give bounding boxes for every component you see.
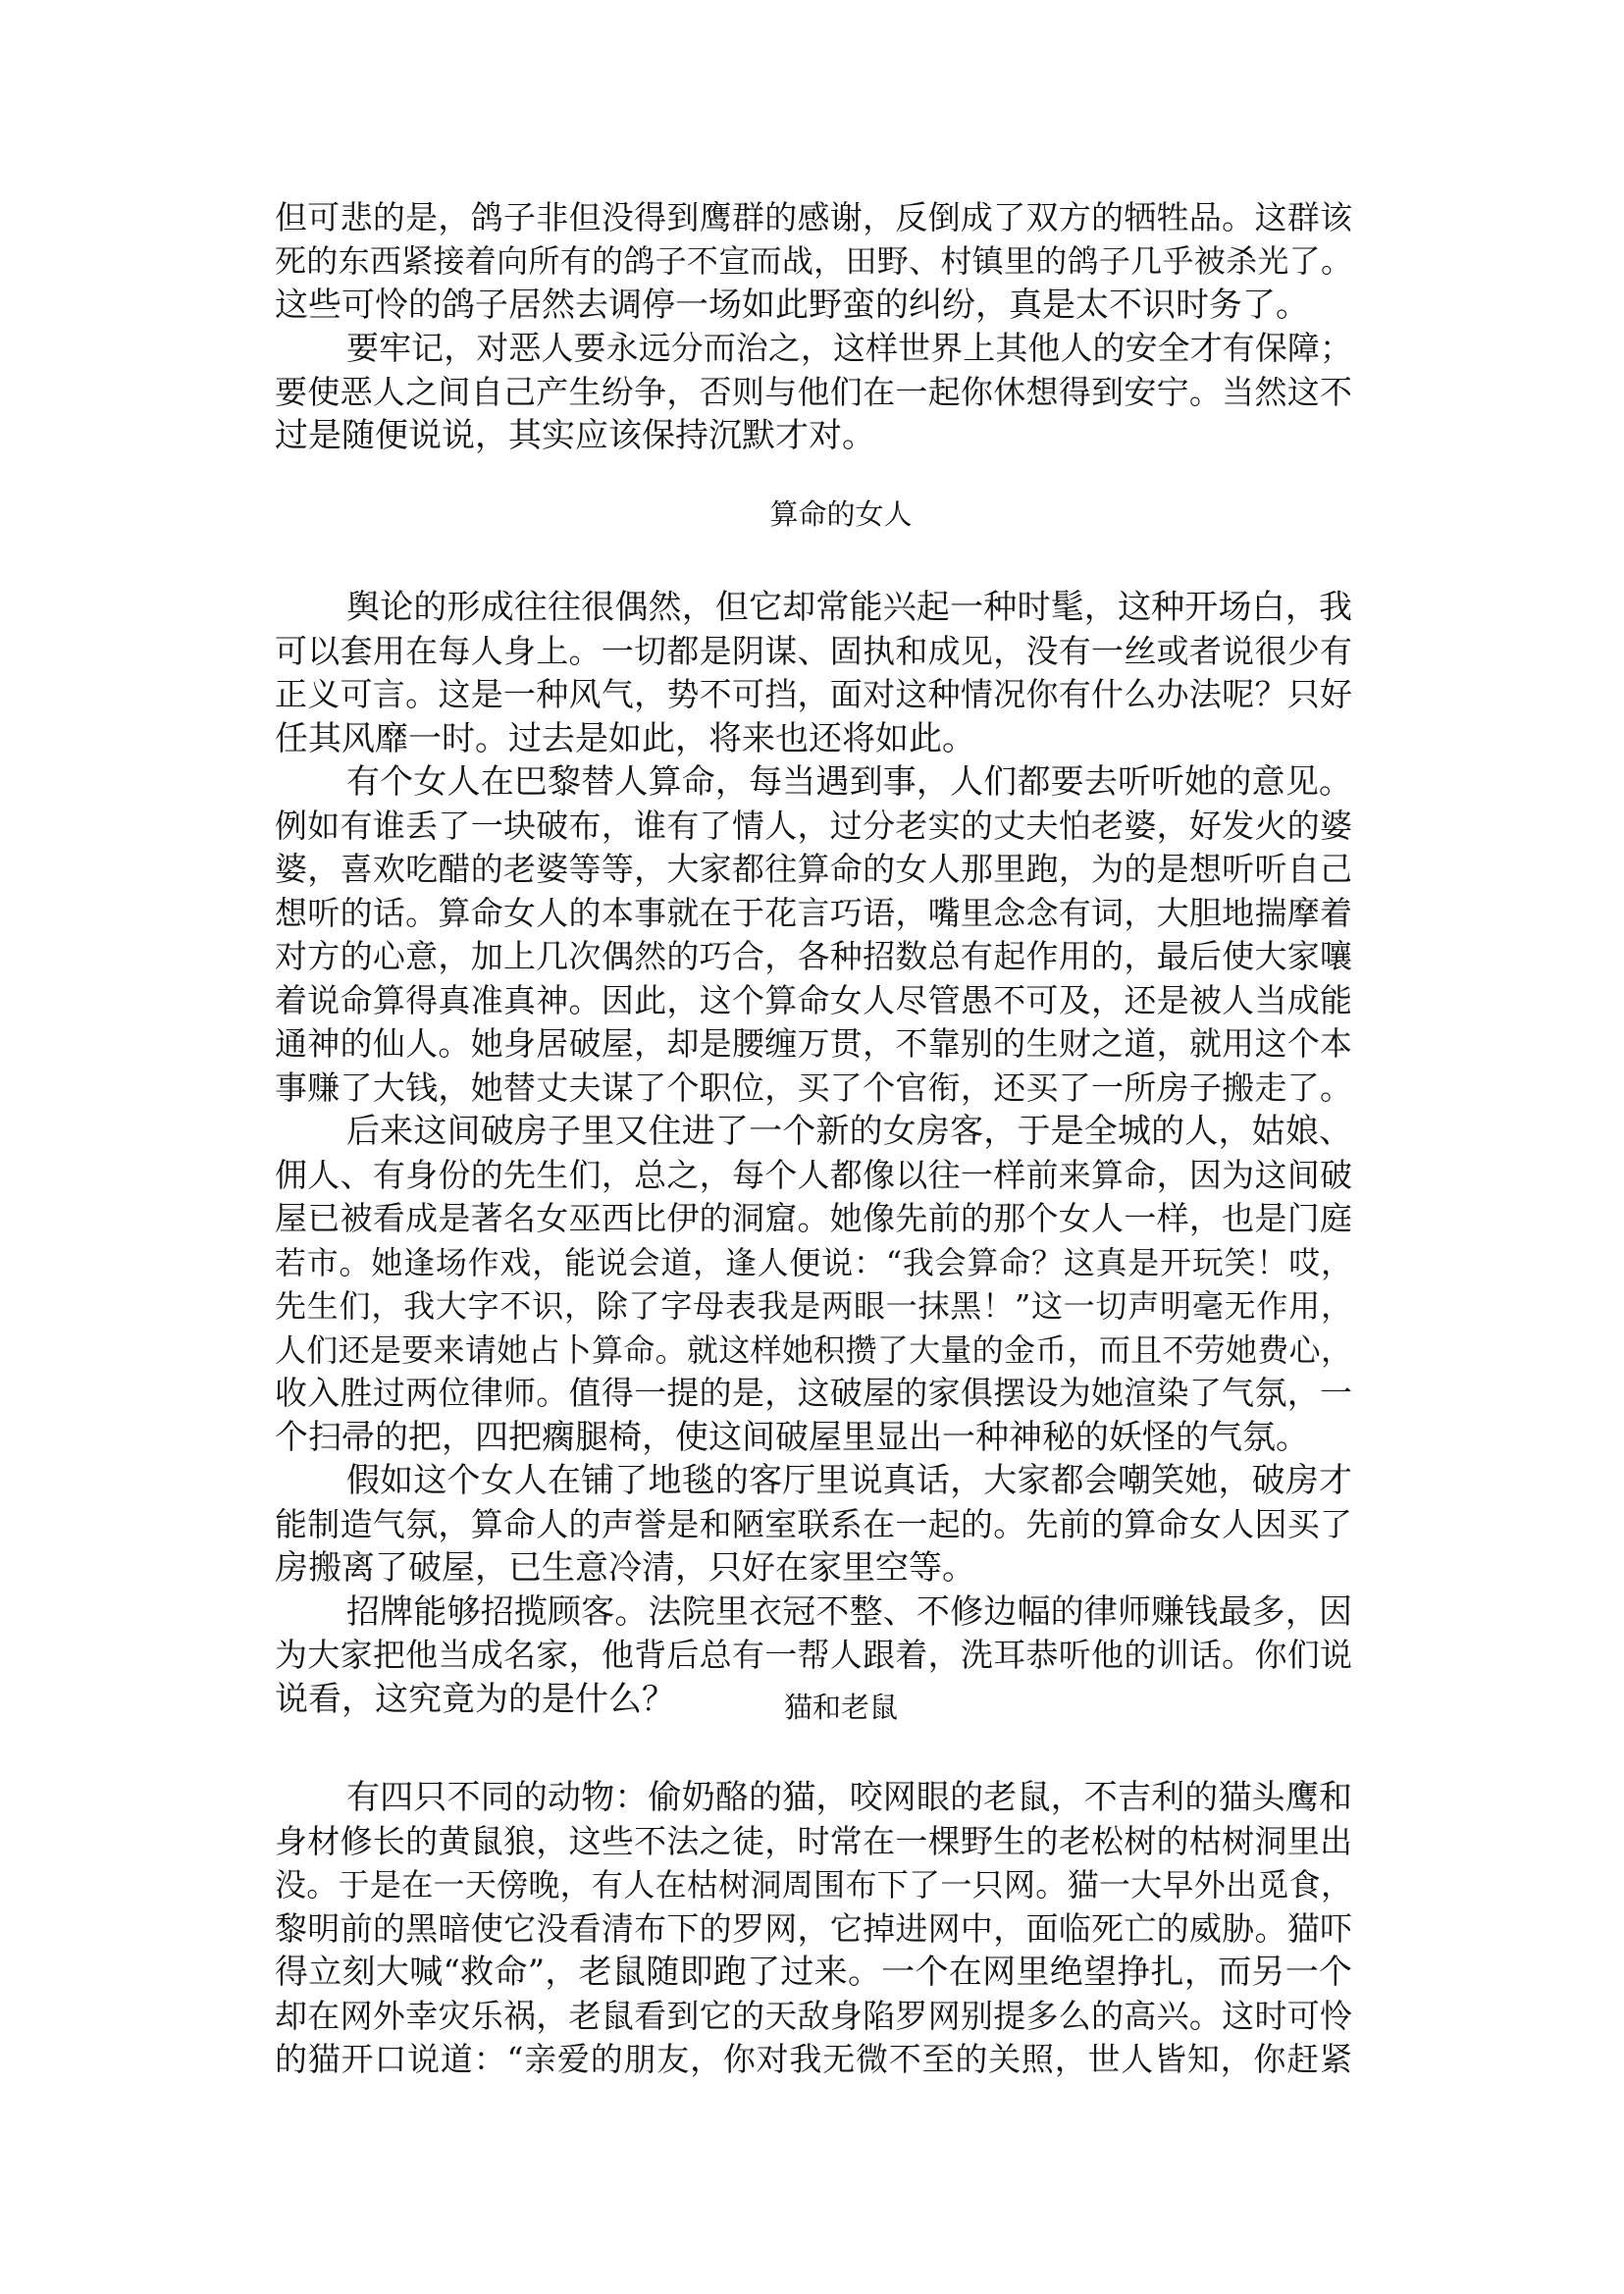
text-line: 为大家把他当成名家，他背后总有一帮人跟着，洗耳恭听他的训话。你们说 xyxy=(275,1636,1352,1674)
text-line: 可以套用在每人身上。一切都是阴谋、固执和成见，没有一丝或者说很少有 xyxy=(275,632,1352,670)
text-line: 对方的心意，加上几次偶然的巧合，各种招数总有起作用的，最后使大家嚷 xyxy=(275,937,1352,975)
text-line: 能制造气氛，算命人的声誉是和陋室联系在一起的。先前的算命女人因买了 xyxy=(275,1505,1352,1543)
paragraph-first-line: 假如这个女人在铺了地毯的客厅里说真话，大家都会嘲笑她，破房才 xyxy=(346,1461,1352,1500)
text-line: 死的东西紧接着向所有的鸽子不宣而战，田野、村镇里的鸽子几乎被杀光了。 xyxy=(275,242,1352,280)
paragraph-first-line: 要牢记，对恶人要永远分而治之，这样世界上其他人的安全才有保障； xyxy=(346,329,1352,367)
text-line: 若市。她逢场作戏，能说会道，逢人便说：“我会算命？这真是开玩笑！哎， xyxy=(275,1244,1352,1281)
text-line: 身材修长的黄鼠狼，这些不法之徒，时常在一棵野生的老松树的枯树洞里出 xyxy=(275,1822,1352,1860)
paragraph-first-line: 招牌能够招揽顾客。法院里衣冠不整、不修边幅的律师赚钱最多，因 xyxy=(346,1592,1352,1632)
text-line: 通神的仙人。她身居破屋，却是腰缠万贯，不靠别的生财之道，就用这个本 xyxy=(275,1024,1352,1063)
text-line: 说看，这究竟为的是什么？ xyxy=(275,1680,675,1719)
text-line: 房搬离了破屋，已生意冷清，只好在家里空等。 xyxy=(275,1548,975,1588)
text-line: 事赚了大钱，她替丈夫谋了个职位，买了个官衔，还买了一所房子搬走了。 xyxy=(275,1069,1352,1107)
text-line: 婆，喜欢吃醋的老婆等等，大家都往算命的女人那里跑，为的是想听听自己 xyxy=(275,850,1352,888)
section-heading: 猫和老鼠 xyxy=(783,1691,898,1724)
text-line: 得立刻大喊“救命”，老鼠随即跑了过来。一个在网里绝望挣扎，而另一个 xyxy=(275,1953,1352,1992)
text-line: 正义可言。这是一种风气，势不可挡，面对这种情况你有什么办法呢？只好 xyxy=(275,675,1352,713)
text-line: 人们还是要来请她占卜算命。就这样她积攒了大量的金币，而且不劳她费心， xyxy=(275,1331,1352,1369)
text-line: 想听的话。算命女人的本事就在于花言巧语，嘴里念念有词，大胆地揣摩着 xyxy=(275,894,1352,932)
text-line: 没。于是在一天傍晚，有人在枯树洞周围布下了一只网。猫一大早外出觅食， xyxy=(275,1866,1352,1903)
text-line: 佣人、有身份的先生们，总之，每个人都像以往一样前来算命，因为这间破 xyxy=(275,1156,1352,1194)
text-line: 要使恶人之间自己产生纷争，否则与他们在一起你休想得到安宁。当然这不 xyxy=(275,373,1352,411)
section-heading: 算命的女人 xyxy=(769,497,913,531)
text-line: 个扫帚的把，四把瘸腿椅，使这间破屋里显出一种神秘的妖怪的气氛。 xyxy=(275,1418,1309,1457)
text-line: 过是随便说说，其实应该保持沉默才对。 xyxy=(275,416,875,455)
paragraph-first-line: 有四只不同的动物：偷奶酪的猫，咬网眼的老鼠，不吉利的猫头鹰和 xyxy=(346,1778,1352,1817)
text-line: 着说命算得真准真神。因此，这个算命女人尽管愚不可及，还是被人当成能 xyxy=(275,981,1352,1019)
text-line: 却在网外幸灾乐祸，老鼠看到它的天敌身陷罗网别提多么的高兴。这时可怜 xyxy=(275,1997,1352,2035)
text-line: 这些可怜的鸽子居然去调停一场如此野蛮的纠纷，真是太不识时务了。 xyxy=(275,286,1309,325)
text-line: 屋已被看成是著名女巫西比伊的洞窟。她像先前的那个女人一样，也是门庭 xyxy=(275,1199,1352,1237)
text-line: 黎明前的黑暗使它没看清布下的罗网，它掉进网中，面临死亡的威胁。猫吓 xyxy=(275,1909,1352,1948)
text-line: 收入胜过两位律师。值得一提的是，这破屋的家俱摆设为她渲染了气氛，一 xyxy=(275,1374,1352,1412)
paragraph-first-line: 后来这间破房子里又住进了一个新的女房客，于是全城的人，姑娘、 xyxy=(346,1112,1352,1151)
paragraph-first-line: 舆论的形成往往很偶然，但它却常能兴起一种时髦，这种开场白，我 xyxy=(346,588,1352,627)
text-line: 但可悲的是，鸽子非但没得到鹰群的感谢，反倒成了双方的牺牲品。这群该 xyxy=(275,198,1352,236)
paragraph-first-line: 有个女人在巴黎替人算命，每当遇到事，人们都要去听听她的意见。 xyxy=(346,762,1352,802)
text-line: 先生们，我大字不识，除了字母表我是两眼一抹黑！”这一切声明毫无作用， xyxy=(275,1287,1352,1325)
text-line: 的猫开口说道：“亲爱的朋友，你对我无微不至的关照，世人皆知，你赶紧 xyxy=(275,2040,1352,2078)
text-line: 例如有谁丢了一块破布，谁有了情人，过分老实的丈夫怕老婆，好发火的婆 xyxy=(275,807,1352,845)
text-line: 任其风靡一时。过去是如此，将来也还将如此。 xyxy=(275,719,975,758)
